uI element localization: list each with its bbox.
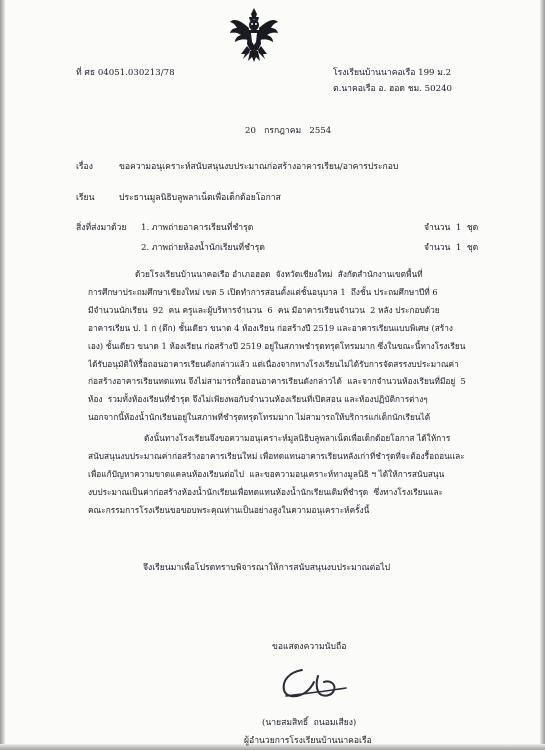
handwritten-signature [276,662,356,706]
paragraph-line: เพื่อแก้ปัญหาความขาดแคลนห้องเรียนต่อไป และขอความอนุเคราะห์ทางมูลนิธิ ฯ ได้ให้การสนับสนุน [88,468,445,479]
document-number: ที่ ศธ 04051.030213/78 [76,68,175,78]
subject-label: เรื่อง [76,162,93,172]
subject-text: ขอความอนุเคราะห์สนับสนุนงบประมาณก่อสร้างอาคารเรียน/อาคารประกอบ [119,162,399,172]
attachments-label: สิ่งที่ส่งมาด้วย [76,223,127,233]
paragraph-line: งบประมาณเป็นค่าก่อสร้างห้องน้ำนักเรียนเพื่อทดแทนห้องน้ำนักเรียนเดิมที่ชำรุด ซึ่งทางโรงเรียนและ [88,486,443,497]
signer-title: ผู้อำนวยการโรงเรียนบ้านนาคอเรือ [244,736,372,746]
paragraph-line: ด้วยโรงเรียนบ้านนาคอเรือ อำเภอฮอด จังหวัดเชียงใหม่ สังกัดสำนักงานเขตพื้นที่ [135,269,423,279]
school-address-line1: โรงเรียนบ้านนาคอเรือ 199 ม.2 [333,68,452,78]
paragraph-line: คณะกรรมการโรงเรียนขอขอบพระคุณท่านเป็นอย่างสูงในความอนุเคราะห์ครั้งนี้ [88,504,370,515]
paragraph-line: มีจำนวนนักเรียน 92 คน ครูและผู้บริหารจำนวน 6 คน มีอาคารเรียนจำนวน 2 หลัง ประกอบด้วย [88,304,440,315]
paragraph-line: ดังนั้นทางโรงเรียนจึงขอความอนุเคราะห์มูลนิธิบลูพลาเน็ตเพื่อเด็กด้อยโอกาส ได้ให้การ [144,433,451,443]
school-address-line2: ต.นาคอเรือ อ. ฮอด ชม. 50240 [333,84,453,94]
recipient-text: ประธานมูลนิธิบลูพลาเน็ตเพื่อเด็กด้อยโอกาส [119,193,281,203]
paragraph-line: ก่อสร้างอาคารเรียนทดแทน จึงไม่สามารถรื้อถอนอาคารเรียนดังกล่าวได้ และจากจำนวนห้องเรียนที่มีอยู่ 5 [88,376,466,387]
paragraph-line: อาคารเรียน ป. 1 ก (ตึก) ชั้นเดียว ขนาด 4 ห้องเรียน ก่อสร้างปี 2519 และอาคารเรียนแบบพิเศษ (สร้าง [88,322,453,333]
paragraph-line: นอกจากนี้ห้องน้ำนักเรียนอยู่ในสภาพที่ชำรุดทรุดโทรมมาก ไม่สามารถให้บริการแก่เด็กนักเรียนได้ [88,412,431,423]
salutation: ขอแสดงความนับถือ [272,642,347,652]
body-paragraph-2 [88,430,488,520]
closing-request: จึงเรียนมาเพื่อโปรดทราบพิจารณาให้การสนับสนุนงบประมาณต่อไป [143,563,391,573]
garuda-emblem-icon [228,6,280,64]
scan-edge-left [0,0,5,750]
paragraph-line: สนับสนุนงบประมาณค่าก่อสร้างอาคารเรียนใหม่ เพื่อทดแทนอาคารเรียนหลังเก่าที่ชำรุดที่จะต้องรื้อถอนและ [88,450,465,461]
paragraph-line: เอง) ชั้นเดียว ขนาด 1 ห้องเรียน ก่อสร้างปี 2519 อยู่ในสภาพชำรุดทรุดโทรมมาก ซึ่งในขณะนี้ทางโรงเรียน [88,340,466,351]
scan-edge-right [540,0,545,750]
attachment-item-qty: จำนวน 1 ชุด [424,223,479,233]
attachment-item-label: 1. ภาพถ่ายอาคารเรียนที่ชำรุด [141,223,254,233]
recipient-label: เรียน [76,193,95,203]
attachment-item-label: 2. ภาพถ่ายห้องน้ำนักเรียนที่ชำรุด [141,243,265,253]
paragraph-line: ได้รับอนุมัติให้รื้อถอนอาคารเรียนดังกล่าวแล้ว แต่เนื่องจากทางโรงเรียนไม่ได้รับการจัดสรรงบประมาณค่า [88,358,459,369]
body-paragraph-1 [88,266,488,427]
letter-date: 20 กรกฎาคม 2554 [245,126,332,136]
attachment-item-qty: จำนวน 1 ชุด [424,243,479,253]
signer-name: (นายสมสิทธิ์ ถนอมเสียง) [262,718,357,728]
paragraph-line: ห้อง รวมทั้งห้องเรียนที่ชำรุด จึงไม่เพียงพอกับจำนวนห้องเรียนที่เปิดสอน และห้องปฏิบัติการต่างๆ [88,394,428,405]
paragraph-line: การศึกษาประถมศึกษาเชียงใหม่ เขต 5 เปิดทำการสอนตั้งแต่ชั้นอนุบาล 1 ถึงชั้น ประถมศึกษาปีที่ 6 [88,286,438,297]
